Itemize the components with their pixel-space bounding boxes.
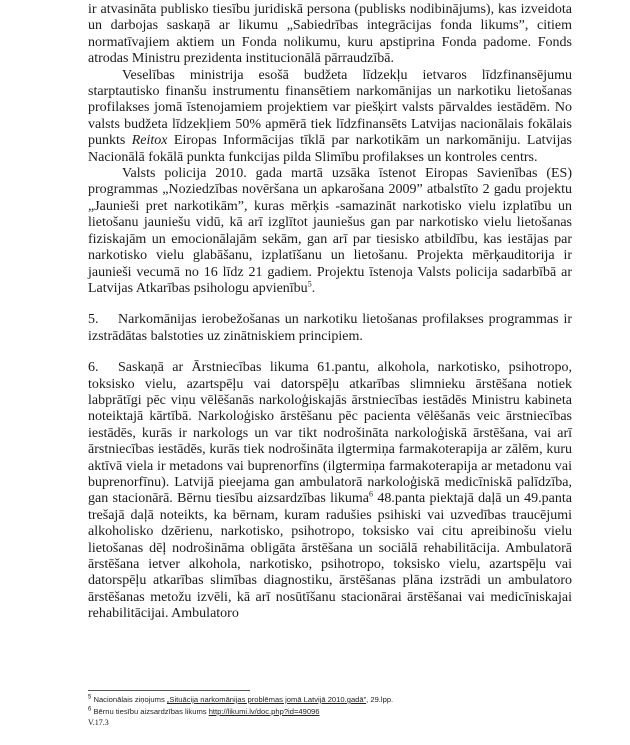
footnote-ref-5[interactable]: 5 xyxy=(307,279,312,289)
footnote-6 xyxy=(88,706,572,718)
footnote-divider xyxy=(88,690,250,691)
state-police-text: Valsts policija 2010. gada martā uzsāka īstenot Eiropas Savienības (ES) programmas „Noziedzības novēršana un apkarošana 2009” atbalstīto 2 gadu projektu „Jaunieši pret narkotikām”, kuras mērķis -samazināt narkotisko vielu izplatību un lietošanu jauniešu vidū, kā arī izglītot jauniešus gan par narkotisko vielu lietošanas fiziskajām un emocionālajām sekām, gan arī par tiesisko atbildību, kas iestājas par narkotisko vielu glabāšanu, izplatīšanu un lietošanu. Projekta mērķauditorija ir jaunieši vecumā no 16 līdz 21 gadiem. Projektu īstenoja Valsts policija sadarbībā ar Latvijas Atkarības psihologu apvienību xyxy=(88,166,572,296)
reitox-term: Reitox xyxy=(131,133,168,149)
health-ministry-text-b: Eiropas Informācijas tīklā par narkotikām un narkomāniju. Latvijas Nacionālā fokālā punkta funkcijas pilda Slimību profilakses un kontroles centrs. xyxy=(88,133,572,165)
footnote-5 xyxy=(88,694,572,706)
footnotes xyxy=(88,690,572,729)
list-item-6 xyxy=(88,360,572,623)
list-item-5 xyxy=(88,312,572,345)
state-police-end: . xyxy=(311,280,316,296)
paragraph-fund-description: ir atvasināta publisko tiesību juridiskā persona (publisks nodibinājums), kas izveidota un darbojas saskaņā ar likumu „Sabiedrības integrācijas fonda likums”, citiem normatīvajiem aktiem un Fonda nolikumu, kuru apstiprina Fonda padome. Fonds atrodas Ministru prezidenta institucionālā pārraudzībā. xyxy=(88,2,572,67)
item-text-5: Narkomānijas ierobežošanas un narkotiku lietošanas profilakses programmas ir izstrādātas balstoties uz zinātniskiem principiem. xyxy=(88,312,572,344)
footnote-ref-6[interactable]: 6 xyxy=(369,489,374,499)
paragraph-state-police xyxy=(88,166,572,297)
document-version: V.17.3 xyxy=(88,718,109,728)
paragraph-health-ministry xyxy=(88,68,572,166)
health-ministry-text-a: Veselības ministrija esošā budžeta līdzekļu ietvaros līdzfinansējumu starptautisko finanšu instrumentu finansētiem narkomānijas un narkotiku lietošanas profilakses jomā īstenojamiem projektiem var piešķirt valsts pārvaldes iestādēm. No valsts budžeta līdzekļiem 50% apmērā tiek līdzfinansēts Latvijas nacionālais fokālais punkts xyxy=(88,67,572,149)
footnote-6-prefix: Bērnu tiesību aizsardzības likums xyxy=(91,706,209,716)
item-text-6b: 48.panta piektajā daļā un 49.panta trešajā daļā noteikts, ka bērnam, kuram radušies psihiski vai uzvedības traucējumi alkoholisko dzērienu, narkotisko, psihotropo, toksisko vai citu apreibinošu vielu lietošanas dēļ nodrošināma obligāta ārstēšana un sociālā rehabilitācija. Ambulatorā ārstēšana ietver alkohola, narkotisko, psihotropo, toksisko vielu, azartspēļu vai datorspēļu atkarības slimības diagnostiku, ārstēšanas plāna izstrādi un ambulatoro ārstēšanas metožu izvēli, kā arī nosūtīšanu stacionārai ārstēšanai vai medicīniskajai rehabilitācijai. Ambulatoro xyxy=(88,491,572,622)
footnote-number-5: 5 xyxy=(88,694,92,701)
item-text-6a: Saskaņā ar Ārstniecības likuma 61.pantu, alkohola, narkotisko, psihotropo, toksisko vielu, azartspēļu vai datorspēļu atkarības slimnieku ārstēšana notiek labprātīgi pēc viņu vēlēšanās narkoloģiskajās ārstniecības iestādēs Ministru kabineta noteiktajā kārtībā. Narkoloģisko ārstēšanu pēc pacienta vēlēšanās veic ārstniecības iestādēs, kurās ir narkologs un var tikt nodrošināta narkoloģiskā ārstēšana, vai arī ārstniecības iestādēs, kurās tiek nodrošināta ilgtermiņa farmakoterapija ar zālēm, kuru aktīvā viela ir metadons vai buprenorfīns (ilgtermiņa farmakoterapija ar metadonu vai buprenorfīnu). Latvijā pieejama gan ambulatorā narkoloģiskā medicīniskā palīdzība, gan stacionārā. Bērnu tiesību aizsardzības likuma xyxy=(88,360,572,507)
footnote-5-prefix: Nacionālais ziņojums xyxy=(91,695,167,704)
footnote-5-suffix: , 29.lpp. xyxy=(366,695,394,704)
item-number-5: 5. xyxy=(88,312,99,328)
footnote-5-report-title: „Situācija narkomānijas problēmas jomā Latvijā 2010.gadā” xyxy=(166,695,367,704)
body-text xyxy=(88,2,572,623)
footnote-number-6: 6 xyxy=(88,706,92,713)
item-number-6: 6. xyxy=(88,360,99,376)
footnote-6-link[interactable]: http://likumi.lv/doc.php?id=49096 xyxy=(208,706,320,716)
